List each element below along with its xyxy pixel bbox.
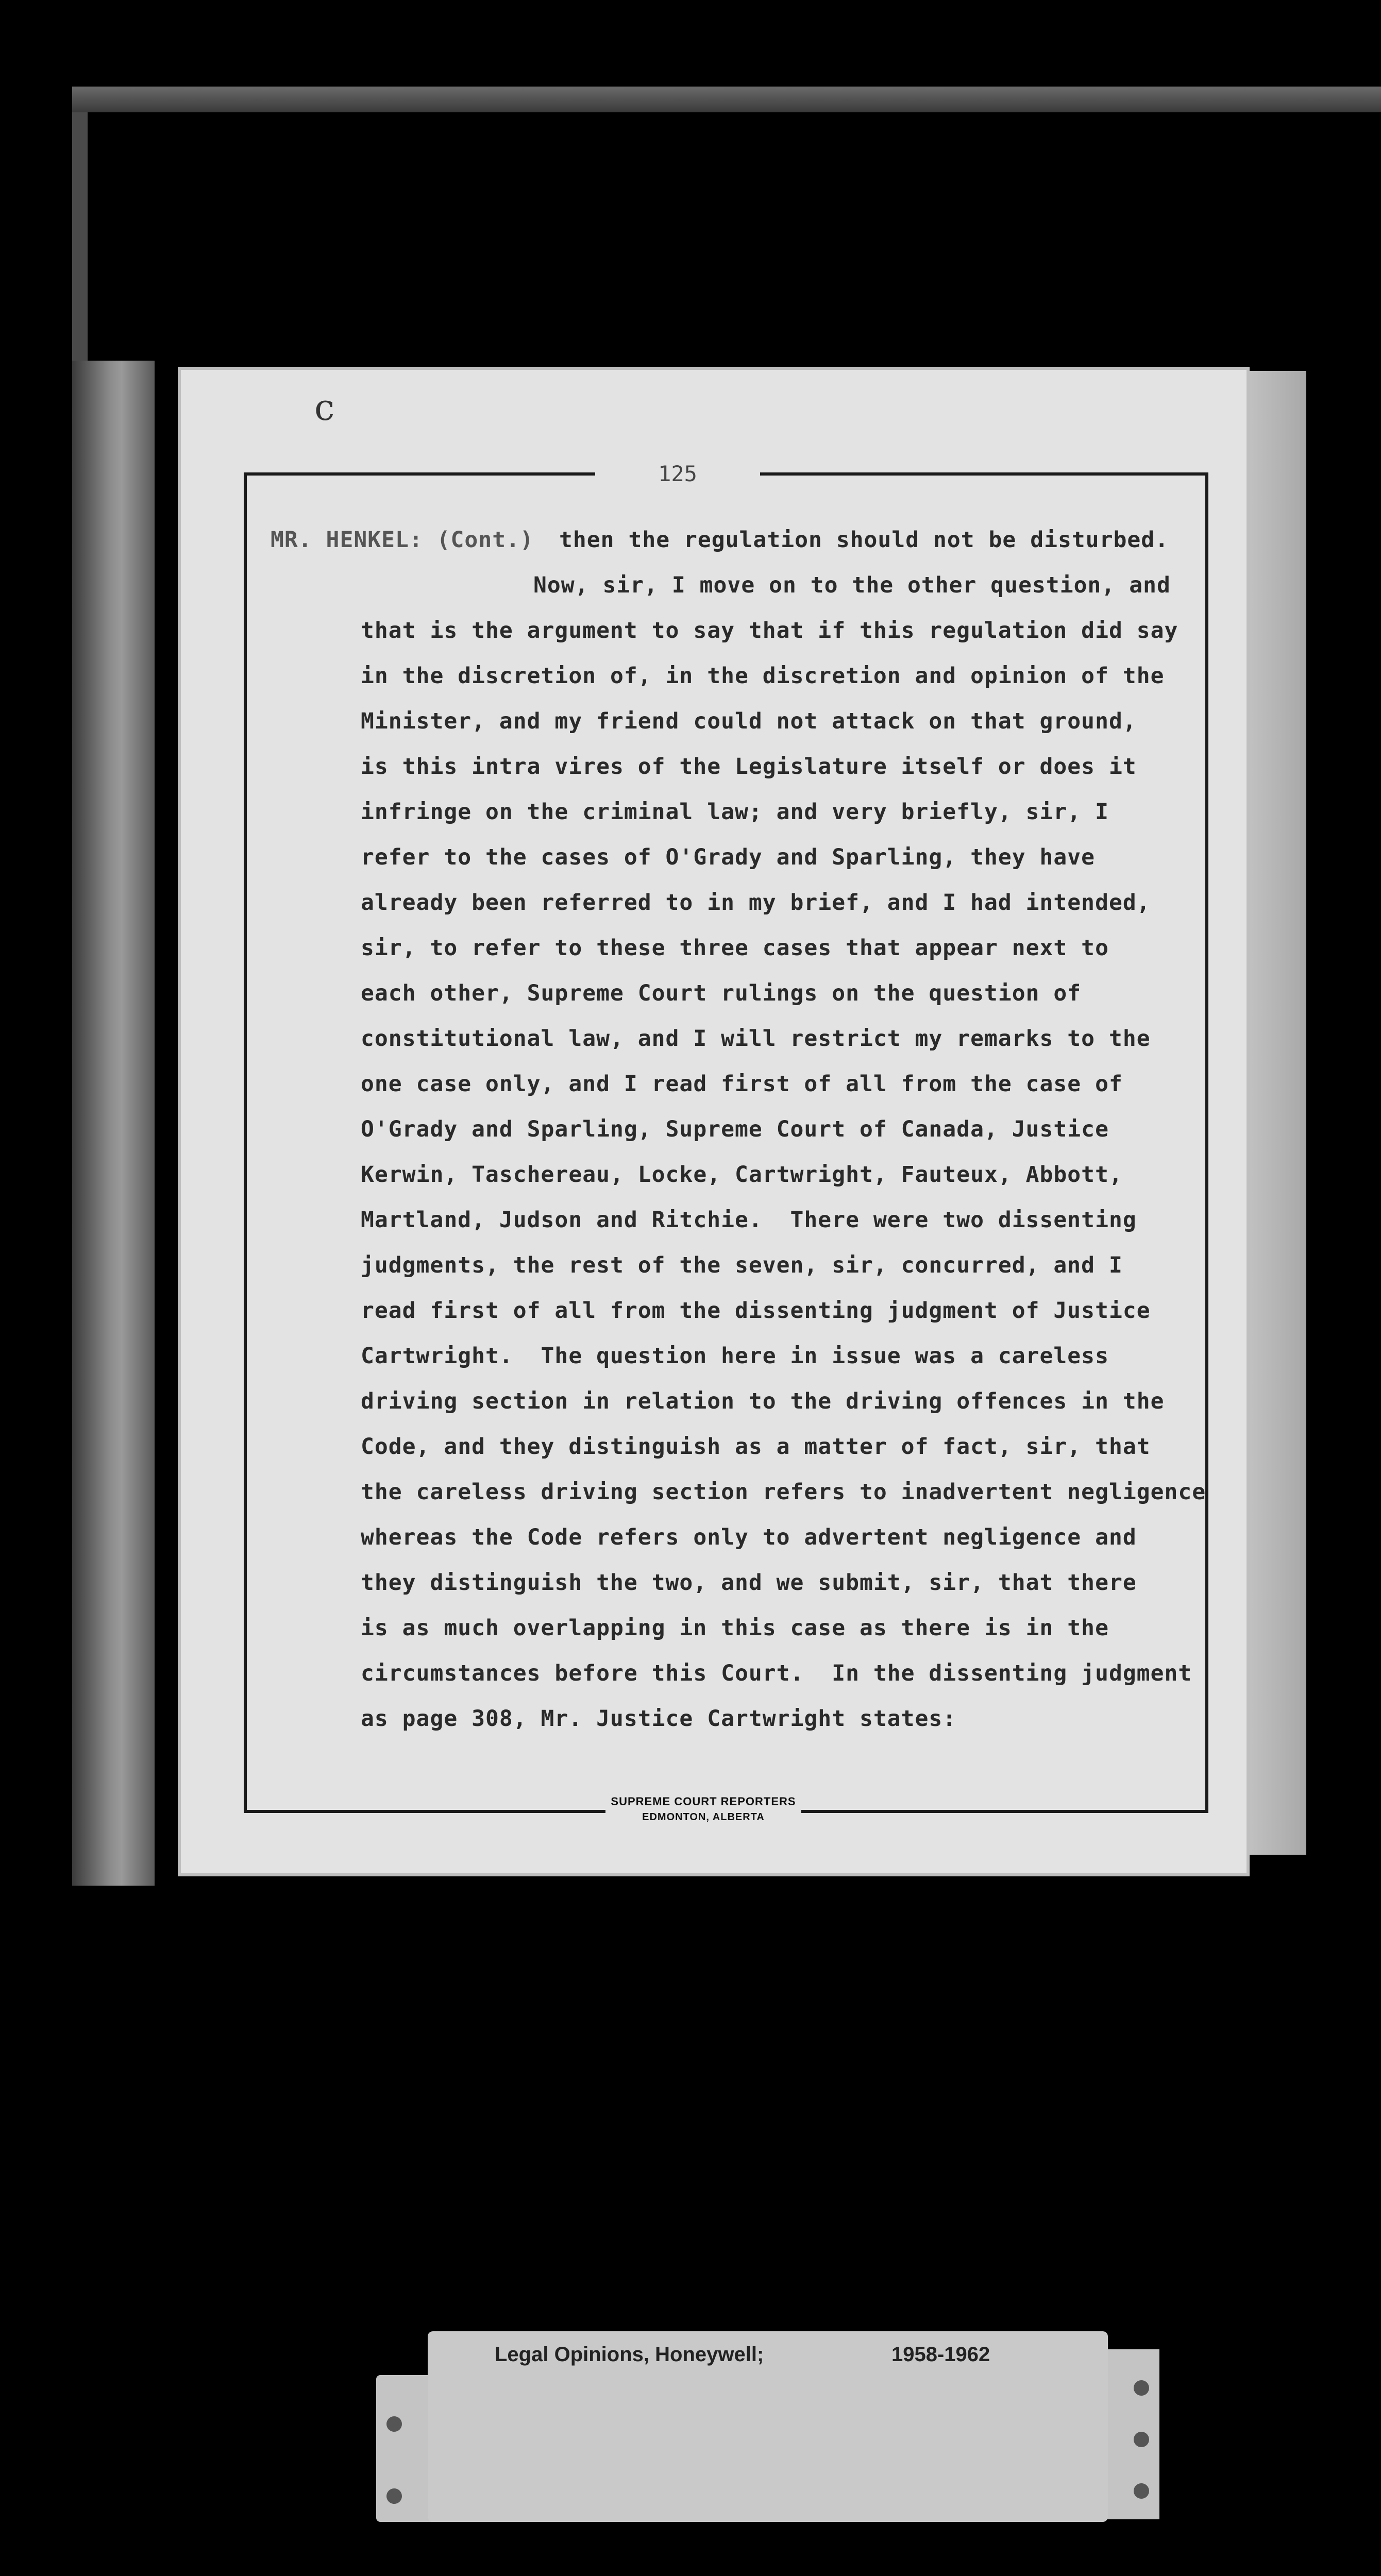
text-line: they distinguish the two, and we submit, sir, that there [361, 1570, 1137, 1596]
text-line: sir, to refer to these three cases that appear next to [361, 935, 1109, 961]
text-line: read first of all from the dissenting judgment of Justice [361, 1298, 1151, 1324]
text-line: O'Grady and Sparling, Supreme Court of Canada, Justice [361, 1116, 1109, 1142]
text-line: Cartwright. The question here in issue was a careless [361, 1343, 1109, 1369]
footer-line-2: EDMONTON, ALBERTA [642, 1811, 765, 1823]
text-line: driving section in relation to the driving offences in the [361, 1388, 1165, 1414]
speaker-label: MR. HENKEL: (Cont.) [271, 527, 534, 553]
text-line: Code, and they distinguish as a matter of fact, sir, that [361, 1434, 1151, 1460]
text-line: whereas the Code refers only to advertent negligence and [361, 1524, 1137, 1550]
text-line: is as much overlapping in this case as there is in the [361, 1615, 1109, 1641]
footer-label [605, 1794, 801, 1825]
page-number: 125 [595, 459, 760, 489]
text-line: Minister, and my friend could not attack on that ground, [361, 708, 1137, 734]
text-line: that is the argument to say that if this regulation did say [361, 618, 1178, 643]
text-line: Martland, Judson and Ritchie. There were two dissenting [361, 1207, 1137, 1233]
punch-hole [1134, 2432, 1149, 2447]
text-line: in the discretion of, in the discretion and opinion of the [361, 663, 1165, 689]
text-line: one case only, and I read first of all from the case of [361, 1071, 1123, 1097]
text-line: is this intra vires of the Legislature itself or does it [361, 754, 1137, 779]
text-line: infringe on the criminal law; and very briefly, sir, I [361, 799, 1109, 825]
pencil-mark: c [314, 386, 335, 429]
under-sheet [72, 361, 155, 1886]
punch-hole [1134, 2483, 1149, 2499]
text-line: constitutional law, and I will restrict my remarks to the [361, 1026, 1151, 1052]
text-line: circumstances before this Court. In the dissenting judgment [361, 1660, 1192, 1686]
punch-hole [1134, 2380, 1149, 2396]
text-line: already been referred to in my brief, and I had intended, [361, 890, 1151, 916]
text-line: then the regulation should not be disturbed. [559, 527, 1169, 553]
caption-title: Legal Opinions, Honeywell; [495, 2343, 764, 2366]
text-line: Now, sir, I move on to the other question, and [533, 572, 1171, 598]
text-line: Kerwin, Taschereau, Locke, Cartwright, Fauteux, Abbott, [361, 1162, 1123, 1188]
text-line: judgments, the rest of the seven, sir, concurred, and I [361, 1252, 1123, 1278]
film-left-edge [72, 112, 88, 370]
text-line: each other, Supreme Court rulings on the question of [361, 980, 1082, 1006]
film-top-edge [72, 87, 1381, 112]
transcript-text [178, 367, 1250, 1876]
text-line: the careless driving section refers to inadvertent negligence [361, 1479, 1206, 1505]
punch-hole [386, 2416, 402, 2432]
text-line: refer to the cases of O'Grady and Sparling, they have [361, 844, 1096, 870]
punch-hole [386, 2488, 402, 2504]
transcript-page [178, 367, 1250, 1876]
footer-line-1: SUPREME COURT REPORTERS [611, 1795, 796, 1808]
caption-years: 1958-1962 [891, 2343, 990, 2366]
text-line: as page 308, Mr. Justice Cartwright states: [361, 1706, 957, 1732]
